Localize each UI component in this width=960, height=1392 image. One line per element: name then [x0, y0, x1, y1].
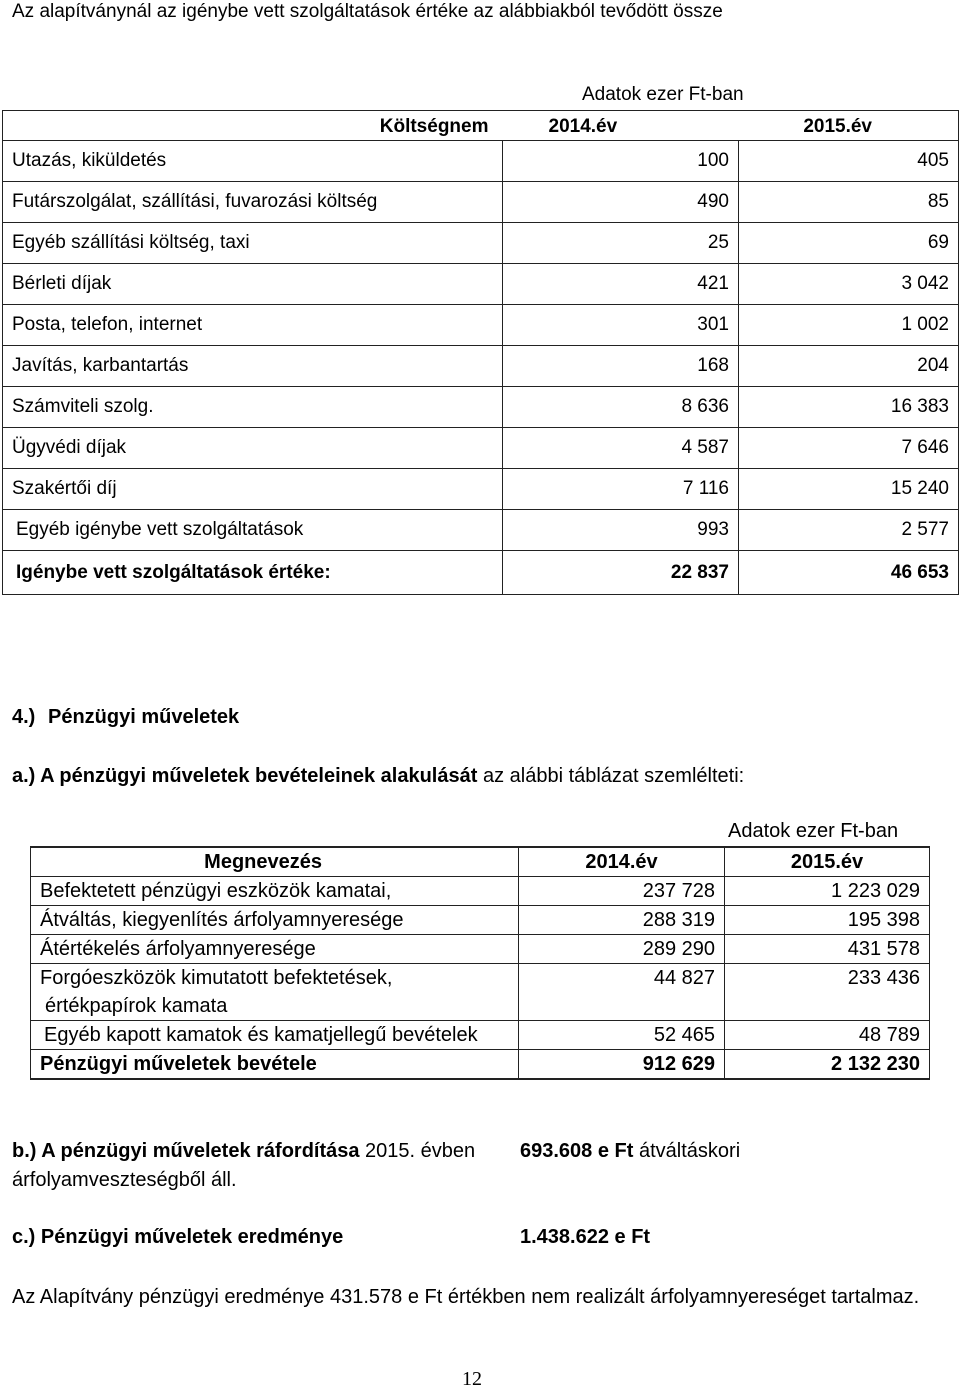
summary-paragraph: Az Alapítvány pénzügyi eredménye 431.578 e Ft értékben nem realizált árfolyamnyereséget tartalmaz. — [12, 1286, 920, 1308]
table1-row — [3, 264, 959, 305]
table2-cell-2014: 288 319 — [519, 906, 725, 935]
table1-unit-note: Adatok ezer Ft-ban — [582, 84, 744, 105]
table1-cell-category: Posta, telefon, internet — [3, 305, 503, 346]
table1-header-category: Költségnem — [3, 111, 503, 141]
table2-cell-2014: 237 728 — [519, 877, 725, 906]
table1-total-2015: 46 653 — [739, 551, 959, 595]
table1-row — [3, 469, 959, 510]
intro-text: Az alapítványnál az igénybe vett szolgáltatások értéke az alábbiakból tevődött össze — [12, 1, 723, 22]
table2-cell-2014: 52 465 — [519, 1021, 725, 1050]
table2-cell-name — [31, 935, 519, 964]
table1-cell-2014: 8 636 — [503, 387, 739, 428]
section-c-value: 1.438.622 e Ft — [520, 1226, 651, 1248]
section-a-bold: a.) A pénzügyi műveletek bevételeinek alakulását — [12, 765, 478, 787]
table1-row — [3, 182, 959, 223]
section-b-rest: 2015. évben — [359, 1140, 476, 1162]
table1-cell-2015: 2 577 — [739, 510, 959, 551]
section-a-text — [12, 765, 744, 788]
table2-cell-name — [31, 964, 519, 1021]
table1-cell-category: Ügyvédi díjak — [3, 428, 503, 469]
table1-total-label: Igénybe vett szolgáltatások értéke: — [3, 551, 503, 595]
table1-cell-2014: 993 — [503, 510, 739, 551]
table2-cell-name-line1: Befektetett pénzügyi eszközök kamatai, — [40, 880, 392, 902]
section-a-rest: az alábbi táblázat szemlélteti: — [477, 765, 745, 787]
table2-cell-2015: 1 223 029 — [725, 877, 930, 906]
table2-row — [31, 906, 930, 935]
table1-cell-2014: 490 — [503, 182, 739, 223]
table1-cell-2014: 4 587 — [503, 428, 739, 469]
services-cost-table — [2, 110, 959, 595]
section-c-label: c.) Pénzügyi műveletek eredménye — [12, 1226, 344, 1248]
table1-cell-2014: 7 116 — [503, 469, 739, 510]
table1-cell-category: Szakértői díj — [3, 469, 503, 510]
table1-cell-2015: 405 — [739, 141, 959, 182]
table2-row — [31, 1021, 930, 1050]
table1-header-row — [3, 111, 959, 141]
table1-cell-2014: 100 — [503, 141, 739, 182]
table2-cell-2015: 431 578 — [725, 935, 930, 964]
table1-cell-2015: 1 002 — [739, 305, 959, 346]
table2-cell-2015: 233 436 — [725, 964, 930, 1021]
table1-cell-2014: 168 — [503, 346, 739, 387]
table2-total-2014: 912 629 — [519, 1050, 725, 1080]
table1-cell-category: Egyéb szállítási költség, taxi — [3, 223, 503, 264]
table1-row — [3, 346, 959, 387]
table2-total-label: Pénzügyi műveletek bevétele — [31, 1050, 519, 1080]
table2-cell-name — [31, 1021, 519, 1050]
page-number: 12 — [462, 1368, 482, 1390]
table1-cell-2014: 421 — [503, 264, 739, 305]
table1-cell-2015: 204 — [739, 346, 959, 387]
table2-header-row — [31, 847, 930, 877]
table1-cell-2015: 85 — [739, 182, 959, 223]
table1-cell-category: Egyéb igénybe vett szolgáltatások — [3, 510, 503, 551]
table2-cell-name-line1: Átértékelés árfolyamnyeresége — [40, 938, 316, 960]
table2-unit-note: Adatok ezer Ft-ban — [728, 820, 899, 842]
table1-row — [3, 223, 959, 264]
table2-row — [31, 964, 930, 1021]
section-4-number: 4.) — [12, 706, 36, 728]
table1-row — [3, 141, 959, 182]
table2-cell-name-line1: Forgóeszközök kimutatott befektetések, — [40, 967, 393, 989]
table2-cell-name-line2: értékpapírok kamata — [45, 995, 228, 1017]
section-b-value-bold: 693.608 e Ft — [520, 1140, 634, 1162]
section-b-value — [520, 1140, 740, 1163]
table1-cell-category: Bérleti díjak — [3, 264, 503, 305]
table1-row — [3, 387, 959, 428]
section-b-value-rest: átváltáskori — [633, 1140, 741, 1162]
table1-cell-category: Javítás, karbantartás — [3, 346, 503, 387]
table2-cell-2014: 44 827 — [519, 964, 725, 1021]
table1-cell-2015: 69 — [739, 223, 959, 264]
section-4-title: Pénzügyi műveletek — [48, 706, 240, 728]
table2-cell-name — [31, 877, 519, 906]
table2-header-2015: 2015.év — [725, 847, 930, 877]
section-b-line2: árfolyamveszteségből áll. — [12, 1169, 237, 1191]
section-b-bold: b.) A pénzügyi műveletek ráfordítása — [12, 1140, 360, 1162]
table1-header-2015: 2015.év — [739, 111, 959, 141]
section-b-line1 — [12, 1140, 475, 1163]
table1-cell-category: Futárszolgálat, szállítási, fuvarozási költség — [3, 182, 503, 223]
table1-total-2014: 22 837 — [503, 551, 739, 595]
table1-header-2014: 2014.év — [503, 111, 739, 141]
table2-cell-2014: 289 290 — [519, 935, 725, 964]
table2-cell-name-line1: Egyéb kapott kamatok és kamatjellegű bevételek — [44, 1024, 478, 1046]
table2-cell-2015: 48 789 — [725, 1021, 930, 1050]
table1-cell-2014: 25 — [503, 223, 739, 264]
table2-cell-2015: 195 398 — [725, 906, 930, 935]
table1-cell-2015: 16 383 — [739, 387, 959, 428]
table1-cell-2015: 15 240 — [739, 469, 959, 510]
table2-header-2014: 2014.év — [519, 847, 725, 877]
table2-total-row — [31, 1050, 930, 1080]
table1-cell-category: Utazás, kiküldetés — [3, 141, 503, 182]
table2-cell-name-line1: Átváltás, kiegyenlítés árfolyamnyeresége — [40, 909, 404, 931]
section-4-heading — [12, 706, 239, 729]
table2-row — [31, 935, 930, 964]
table1-row — [3, 510, 959, 551]
table1-row — [3, 305, 959, 346]
table1-cell-category: Számviteli szolg. — [3, 387, 503, 428]
table2-header-name: Megnevezés — [31, 847, 519, 877]
table2-row — [31, 877, 930, 906]
table1-total-row — [3, 551, 959, 595]
financial-income-table — [30, 846, 930, 1080]
table2-total-2015: 2 132 230 — [725, 1050, 930, 1080]
table2-cell-name — [31, 906, 519, 935]
table1-row — [3, 428, 959, 469]
table1-cell-2015: 3 042 — [739, 264, 959, 305]
table1-cell-2015: 7 646 — [739, 428, 959, 469]
table1-cell-2014: 301 — [503, 305, 739, 346]
